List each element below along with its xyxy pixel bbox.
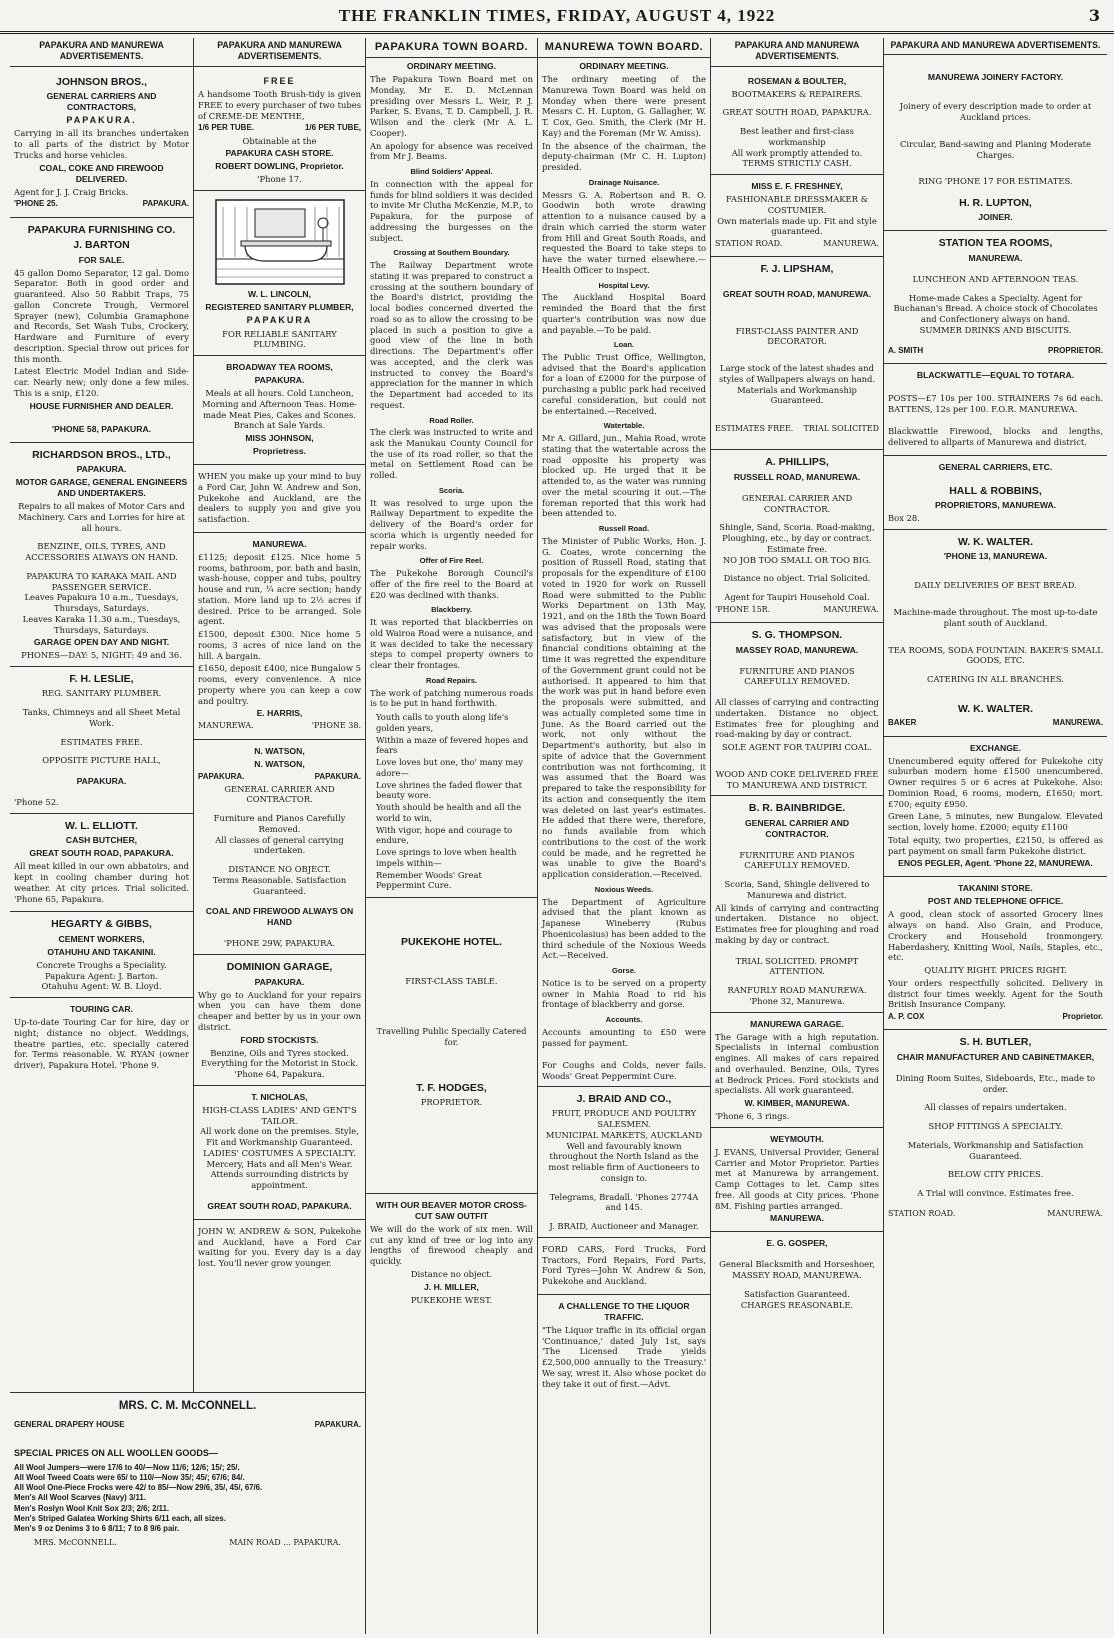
- ad-title: A CHALLENGE TO THE LIQUOR TRAFFIC.: [558, 1300, 690, 1322]
- ad-title: MISS E. F. FRESHNEY,: [751, 181, 843, 191]
- ad-general-carriers: GENERAL CARRIERS, ETC. HALL & ROBBINS, PROPRIETORS, MANUREWA. Box 28.: [884, 456, 1107, 530]
- ad-beaver-saw: WITH OUR BEAVER MOTOR CROSS-CUT SAW OUTFIT We will do the work of six men. Will cut any kind of tree or log into any lengths of firewood cheaply and quickly. Distance no object. J. H. MILLER, PUKEKOHE WEST.: [370, 1199, 533, 1305]
- ad-title: WITH OUR BEAVER MOTOR CROSS-CUT SAW OUTFIT: [375, 1199, 528, 1221]
- ad-butler: S. H. BUTLER, CHAIR MANUFACTURER AND CABINETMAKER, Dining Room Suites, Sideboards, Etc., made to order. All classes of repairs undertaken. SHOP FITTINGS A SPECIALTY. Materials, Workmanship and Satisfaction Guaranteed. BELOW CITY PRICES. A Trial will convince. Estimates free. STATION ROAD. MANUREWA.: [888, 1036, 1103, 1218]
- column-header: MANUREWA TOWN BOARD.: [538, 38, 710, 58]
- ad-title: DOMINION GARAGE,: [226, 961, 333, 974]
- ad-gosper: E. G. GOSPER, General Blacksmith and Horseshoer, MASSEY ROAD, MANUREWA. Satisfaction Guaranteed. CHARGES REASONABLE.: [711, 1232, 883, 1315]
- section-heading: Road Roller.: [429, 415, 474, 425]
- ad-nicholas-tailor: T. NICHOLAS, HIGH-CLASS LADIES' AND GENT'S TAILOR. All work done on the premises. Style, Fit and Workmanship Guaranteed. LADIES' COSTUMES A SPECIALTY. Mercery, Hats and all Men's Wear. Attends surrounding districts by appointment. GREAT SOUTH ROAD, PAPAKURA.: [194, 1086, 365, 1220]
- column-header: PAPAKURA AND MANUREWA ADVERTISEMENTS.: [194, 38, 365, 67]
- column-header: PAPAKURA TOWN BOARD.: [366, 38, 537, 58]
- ad-title: RICHARDSON BROS., LTD.,: [32, 448, 171, 461]
- ad-title: W. L. ELLIOTT.: [65, 819, 138, 832]
- ad-title: EXCHANGE.: [969, 742, 1022, 753]
- ad-title: BROADWAY TEA ROOMS,: [226, 362, 333, 373]
- ad-title: HEGARTY & GIBBS,: [51, 918, 152, 931]
- price-list: [14, 1463, 361, 1534]
- ad-watson: N. WATSON, N. WATSON, PAPAKURA. PAPAKURA. GENERAL CARRIER AND CONTRACTOR. Furniture and Pianos Carefully Removed. All classes of general carrying undertaken. DISTANCE NO OBJECT. Terms Reasonable. Satisfaction Guaranteed. COAL AND FIREWOOD ALWAYS ON HAND 'PHONE 29W, PAPAKURA.: [194, 740, 365, 956]
- ad-title: F. J. LIPSHAM,: [760, 263, 834, 276]
- ad-manurewa-garage: MANUREWA GARAGE. The Garage with a high reputation. Specialists in internal combustion engines. All makes of cars repaired and overhauled. Benzine, Oils, Tyres at Bedrock Prices. Ford stockists and specialists. All work guaranteed. W. KIMBER, MANUREWA. 'Phone 6, 3 rings.: [711, 1013, 883, 1128]
- ad-pukekohe-hotel: PUKEKOHE HOTEL. FIRST-CLASS TABLE. Travelling Public Specially Catered for. T. F. HODGES, PROPRIETOR.: [366, 898, 537, 1194]
- ad-title: J. BRAID AND CO.,: [576, 1092, 672, 1105]
- ad-free-tooth-brush: FREE A handsome Tooth Brush-tidy is given FREE to every purchaser of two tubes of CREME-DE MENTHE, 1/6 PER TUBE. 1/6 PER TUBE, Obtainable at the PAPAKURA CASH STORE. ROBERT DOWLING, Proprietor. 'Phone 17.: [194, 70, 365, 192]
- ad-andrew-son: JOHN W. ANDREW & SON, Pukekohe and Auckland, have a Ford Car waiting for you. Every day is a day lost. You'll never grow younger.: [198, 1225, 361, 1269]
- ad-title: S. G. THOMPSON.: [751, 629, 843, 642]
- ad-richardson-bros: RICHARDSON BROS., LTD., PAPAKURA. MOTOR GARAGE, GENERAL ENGINEERS AND UNDERTAKERS. Repairs to all makes of Motor Cars and Machinery. Cars and Lorries for hire at all hours. BENZINE, OILS, TYRES, AND ACCESSORIES ALWAYS ON HAND. PAPAKURA TO KARAKA MAIL AND PASSENGER SERVICE. Leaves Papakura 10 a.m., Tuesdays, Thursdays, Saturdays. Leaves Karaka 11.30 a.m., Tuesdays, Thursdays, Saturdays. GARAGE OPEN DAY AND NIGHT. PHONES—DAY: 5, NIGHT: 49 and 36.: [10, 443, 193, 667]
- section-heading: Russell Road.: [598, 524, 650, 534]
- ad-title: MRS. C. M. McCONNELL.: [118, 1400, 257, 1412]
- ad-title: MANUREWA JOINERY FACTORY.: [927, 72, 1064, 83]
- section-heading: Noxious Weeds.: [594, 884, 654, 894]
- ad-title: MANUREWA.: [252, 538, 307, 549]
- ad-manurewa-property: MANUREWA. £1125; deposit £125. Nice home 5 rooms, bathroom, por. bath and basin, wash-house, copper and tubs, poultry house and run, ¼ acre section; handy station. More land up to 2½ acres if desired. Price to be arranged. Sole agent. £1500, deposit £300. Nice home 5 rooms, 3 acres of nice land on the hill. A bargain. £1650, deposit £400, nice Bungalow 5 rooms, every convenience. A nice property where you can keep a cow and poultry. E. HARRIS, MANUREWA. 'PHONE 38.: [194, 533, 365, 740]
- ad-elliott: W. L. ELLIOTT. CASH BUTCHER, GREAT SOUTH ROAD, PAPAKURA. All meat killed in our own abbatoirs, and kept in cooling chamber during hot weather. At city prices. Trial solicited. 'Phone 65, Papakura.: [10, 814, 193, 912]
- ad-liquor-challenge: A CHALLENGE TO THE LIQUOR TRAFFIC. "The Liquor traffic in its official organ 'Continuance,' dated July 1st, says 'The Licensed Trade yields £2,500,000 annually to the Treasury.' We say, wrest it. Also whose pocket do they take it out of first.—Advt.: [542, 1300, 706, 1389]
- ad-lincoln-plumber: W. L. LINCOLN, REGISTERED SANITARY PLUMBER, PAPAKURA FOR RELIABLE SANITARY PLUMBING.: [194, 191, 365, 356]
- ad-station-tea-rooms: STATION TEA ROOMS, MANUREWA. LUNCHEON AND AFTERNOON TEAS. Home-made Cakes a Specialty. Agent for Buchanan's Bread. A choice stock of Chocolates and Confectionery always on hand. SUMMER DRINKS AND BISCUITS. A. SMITH PROPRIETOR.: [884, 231, 1107, 363]
- column-6: [883, 38, 1107, 1634]
- ad-title: ROSEMAN & BOULTER,: [747, 75, 847, 86]
- ad-title: W. L. LINCOLN,: [247, 289, 311, 299]
- section-heading: Drainage Nuisance.: [588, 177, 660, 187]
- page-number: 3: [1088, 6, 1100, 25]
- ad-title: GENERAL CARRIERS, ETC.: [938, 461, 1053, 472]
- ad-touring-car: TOURING CAR. Up-to-date Touring Car for hire, day or night; distance no object. Weddings, theatre parties, etc. specially catered for. Terms reasonable. W. RYAN (owner driver), Papakura Hotel. 'Phone 9.: [14, 1004, 189, 1071]
- column-5: [710, 38, 883, 1634]
- ad-ford-car: WHEN you make up your mind to buy a Ford Car, John W. Andrew and Son, Pukekohe and Auckland, are the dealers to supply you and give you satisfaction.: [194, 465, 365, 533]
- section-heading: Road Repairs.: [425, 675, 478, 685]
- ad-title: PUKEKOHE HOTEL.: [401, 936, 502, 949]
- ad-leslie: F. H. LESLIE, REG. SANITARY PLUMBER. Tanks, Chimneys and all Sheet Metal Work. ESTIMATES FREE. OPPOSITE PICTURE HALL, PAPAKURA. 'Phone 52.: [10, 667, 193, 814]
- article-subhead: ORDINARY MEETING.: [579, 61, 669, 72]
- list-item: Men's Striped Galatea Working Shirts 6/11 each, all sizes.: [14, 1513, 226, 1523]
- ad-ford-cars: FORD CARS, Ford Trucks, Ford Tractors, Ford Repairs, Ford Parts, Ford Tyres—John W. Andrew & Son, Pukekohe and Auckland.: [538, 1238, 710, 1295]
- ad-furnishing-co: PAPAKURA FURNISHING CO. J. BARTON FOR SALE. 45 gallon Domo Separator, 12 gal. Domo Separator. Both in good order and guaranteed. Also 50 Rabbit Traps, 75 gallon Concrete Trough, Vermorel Sprayer (new), Columbia Gramaphone and Records, Set Wash Tubs, Crockery, Hardware and Furniture of every description. Special throw out prices for this month. Latest Electric Model Indian and Side-car. Nearly new; only done a few miles. This is a snip, £120. HOUSE FURNISHER AND DEALER. 'PHONE 58, PAPAKURA.: [10, 218, 193, 443]
- ad-title: WEYMOUTH.: [770, 1133, 824, 1144]
- list-item: Men's 9 oz Denims 3 to 6 8/11; 7 to 8 9/6 pair.: [14, 1523, 180, 1533]
- section-heading: Scoria.: [438, 485, 465, 495]
- column-header: PAPAKURA AND MANUREWA ADVERTISEMENTS.: [711, 38, 883, 67]
- ad-title: JOHNSON BROS.,: [55, 75, 147, 88]
- section-heading: Accounts.: [605, 1015, 643, 1025]
- ad-takanini-store: TAKANINI STORE. POST AND TELEPHONE OFFICE. A good, clean stock of assorted Grocery lines always on hand. Also Grain, and Produce, Crockery and Household Ironmongery. Haberdashery, Knitting Wool, Nails, Staples, etc., etc. QUALITY RIGHT. PRICES RIGHT. Your orders respectfully solicited. Delivery in district four times weekly. Agent for the South British Insurance Company. A. P. COX Proprietor.: [884, 877, 1107, 1030]
- list-item: Men's Roslyn Wool Knit Sox 2/3; 2/6; 2/11.: [14, 1503, 170, 1513]
- ad-freshney: MISS E. F. FRESHNEY, FASHIONABLE DRESSMAKER & COSTUMIER. Own materials made up. Fit and style guaranteed. STATION ROAD. MANUREWA.: [711, 175, 883, 257]
- ad-title: PAPAKURA FURNISHING CO.: [27, 223, 176, 236]
- ad-walter-bakery: W. K. WALTER. 'PHONE 13, MANUREWA. DAILY DELIVERIES OF BEST BREAD. Machine-made throughout. The most up-to-date plant south of Auckland. TEA ROOMS, SODA FOUNTAIN. BAKER'S SMALL GOODS, ETC. CATERING IN ALL BRANCHES. W. K. WALTER. BAKER MANUREWA.: [884, 530, 1107, 737]
- ad-title: STATION TEA ROOMS,: [938, 237, 1053, 250]
- section-heading: Crossing at Southern Boundary.: [393, 248, 510, 258]
- article-subhead: ORDINARY MEETING.: [406, 61, 497, 72]
- ad-title: MANUREWA GARAGE.: [750, 1018, 844, 1029]
- section-heading: Gorse.: [611, 966, 637, 976]
- ad-braid-co: J. BRAID AND CO., FRUIT, PRODUCE AND POULTRY SALESMEN. MUNICIPAL MARKETS, AUCKLAND Well and favourably known throughout the North Island as the most reliable firm of Auctioneers to consign to. Telegrams, Bradall. 'Phones 2774A and 145. J. BRAID, Auctioneer and Manager.: [538, 1087, 710, 1238]
- ad-title: B. R. BAINBRIDGE.: [748, 802, 846, 815]
- list-item: All Wool Jumpers—were 17/6 to 40/—Now 11/6; 12/6; 15/; 25/.: [14, 1463, 240, 1473]
- section-heading: Offer of Fire Reel.: [419, 556, 484, 566]
- ad-johnson-bros: JOHNSON BROS., GENERAL CARRIERS AND CONTRACTORS, PAPAKURA. Carrying in all its branches undertaken to all parts of the district by Motor Trucks and horse vehicles. COAL, COKE AND FIREWOOD DELIVERED. Agent for J. J. Craig Bricks. 'PHONE 25. PAPAKURA.: [10, 70, 193, 218]
- column-3: PAPAKURA TOWN BOARD. ORDINARY MEETING. The Papakura Town Board met on Monday, Mr E. D. McLennan presiding over Messrs L. Weir, P. J. Parker, S. Evans, T. D. Campbell, J. R. Wilson and the clerk (Mr A. L. Cooper). An apology for absence was received from Mr J. Beams. Blind Soldiers' Appeal. In connection with the appeal for funds for blind soldiers it was decided to invite Mr Clutha McKenzie, M.P., to Papakura, for the purpose of addressing the burgesses on the subject. Crossing at Southern Boundary. The Railway Department wrote stating it was prepared to construct a crossing at the southern boundary of the Board's district, providing the local bodies concerned diverted the road so as to allow the crossing to be placed in such a position to give a good view of the line in both directions. The Department's offer was accepted, and the clerk was instructed to convey the Board's appreciation for the manner in which the Department had acceded to its request. Road Roller. The clerk was instructed to write and ask the Manukau County Council for the use of its road roller, so that the metal on Settlement Road can be rolled. Scoria. It was resolved to urge upon the Railway Department to expedite the delivery of the Board's order for scoria which is urgently needed for repair works. Offer of Fire Reel. The Pukekohe Borough Council's offer of the fire reel to the Board at £20 was declined with thanks. Blackberry. It was reported that blackberries on old Wairoa Road were a nuisance, and it was decided to take the necessary steps to compel property owners to clear their frontages. Road Repairs. The work of patching numerous roads is to be put in hand forthwith. Youth calls to youth along life's golden years, Within a maze of fevered hopes and fears Love loves but one, tho' many may adore— Love shrines the faded flower that beauty wore. Youth should be health and all the world to win, With vigor, hope and courage to endure, Love springs to love when health impels within— Remember Woods' Great Peppermint Cure. PUKEKOHE HOTEL. FIRST-CLASS TABLE. Travelling Public Specially Catered for. T. F. HODGES, PROPRIETOR. WITH OUR BEAVER MOTOR CROSS-CUT SAW OUTFIT We will do the work of six men. Will cut any kind of tree or log into any lengths of firewood cheaply and quickly. Distance no object. J. H. MILLER, PUKEKOHE WEST.: [365, 38, 537, 1634]
- ad-title: N. WATSON,: [254, 745, 305, 756]
- ad-title: FREE: [263, 75, 296, 86]
- section-heading: Blackberry.: [431, 605, 472, 615]
- newspaper-title: THE FRANKLIN TIMES, FRIDAY, AUGUST 4, 1922: [338, 6, 776, 25]
- masthead: [0, 0, 1114, 34]
- poem: Youth calls to youth along life's golden years, Within a maze of fevered hopes and fears Love loves but one, tho' many may adore— Love shrines the faded flower that beauty wore. Youth should be health and all the world to win, With vigor, hope and courage to endure, Love springs to love when health impels within— Remember Woods' Great Peppermint Cure.: [376, 712, 529, 891]
- section-heading: Blind Soldiers' Appeal.: [410, 167, 493, 177]
- section-heading: Hospital Levy.: [598, 280, 650, 290]
- column-header: PAPAKURA AND MANUREWA ADVERTISEMENTS.: [10, 38, 193, 67]
- ad-title: S. H. BUTLER,: [959, 1036, 1032, 1049]
- ad-title: T. NICHOLAS,: [251, 1091, 308, 1102]
- column-4: MANUREWA TOWN BOARD. ORDINARY MEETING. The ordinary meeting of the Manurewa Town Board was held on Monday when there were present Messrs C. H. Lupton, G. Gallagher, W. T. Cox, Geo. Smith, the Clerk (Mr H. Kay) and the Foreman (Mr W. Amiss). In the absence of the chairman, the deputy-chairman (Mr C. H. Lupton) presided. Drainage Nuisance. Messrs G. A. Robertson and R. O. Goodwin both wrote drawing attention to a nuisance caused by a drain which carried the storm water from Hill and Great South Roads, and requested the Board to take steps to have the water turned elsewhere.—Health Officer to inspect. Hospital Levy. The Auckland Hospital Board reminded the Board that the first quarter's contribution was now due and payable.—To be paid. Loan. The Public Trust Office, Wellington, advised that the Board's application for a loan of £2000 for the purpose of purchasing a public park had received careful consideration, but could not be entertained.—Received. Watertable. Mr A. Gillard, jun., Mahia Road, wrote stating that the watertable across the road opposite his property was blocked up. He urged that it be attended to, as the water was running over the metal scouring it out.—The foreman reported that this work had been attended to. Russell Road. The Minister of Public Works, Hon. J. G. Coates, wrote concerning the position of Russell Road, stating that proposals for the expenditure of £100 voted in 1920 for work on Russell Road were submitted to the Public Works Department on 13th May, 1921, and on the 18th the Town Board was advised that the proposals were satisfactory, but in view of the financial conditions obtaining at the time it was regretted the expenditure of the Government grant could not be authorised. It appeared to him that the work was put in hand before even the proposals were submitted, and was actually completed some time in June. As the Board carried out the work, not only without the Department's authority, but also in spite of advice that the Government contribution was not forthcoming, it was assumed that the Board was prepared to take the responsibility for its action and consequently the item was deleted on last year's estimates. He added that there were, therefore, no funds available from which contributions to the cost of the work could be made, and he regretted he was unable to give the Board's application consideration.—Received. Noxious Weeds. The Department of Agriculture advised that the plant known as Japanese Wineberry (Rubus Phoenicolasius) has been added to the third schedule of the Noxious Weeds Act.—Received. Gorse. Notice is to be served on a property owner in Mahia Road to rid his frontage of blackberry and gorse. Accounts. Accounts amounting to £50 were passed for payment. For Coughs and Colds, never fails. Woods' Great Peppermint Cure. J. BRAID AND CO., FRUIT, PRODUCE AND POULTRY SALESMEN. MUNICIPAL MARKETS, AUCKLAND Well and favourably known throughout the North Island as the most reliable firm of Auctioneers to consign to. Telegrams, Bradall. 'Phones 2774A and 145. J. BRAID, Auctioneer and Manager. FORD CARS, Ford Trucks, Ford Tractors, Ford Repairs, Ford Parts, Ford Tyres—John W. Andrew & Son, Pukekohe and Auckland. A CHALLENGE TO THE LIQUOR TRAFFIC. "The Liquor traffic in its official organ 'Continuance,' dated July 1st, says 'The Licensed Trade yields £2,500,000 annually to the Treasury.' We say, wrest it. Also whose pocket do they take it out of first.—Advt.: [537, 38, 710, 1634]
- section-heading: Watertable.: [603, 421, 645, 431]
- ad-phillips: A. PHILLIPS, RUSSELL ROAD, MANUREWA. GENERAL CARRIER AND CONTRACTOR. Shingle, Sand, Scoria. Road-making, Ploughing, etc., by day or contract. Estimate free. NO JOB TOO SMALL OR TOO BIG. Distance no object. Trial Solicited. Agent for Taupiri Household Coal. 'PHONE 15R. MANUREWA.: [711, 450, 883, 623]
- ad-title: BLACKWATTLE—EQUAL TO TOTARA.: [916, 369, 1075, 380]
- ad-weymouth: WEYMOUTH. J. EVANS, Universal Provider, General Carrier and Motor Proprietor. Parties met at Manurewa by arrangement. Camp Cottages to let. Camp sites free. All goods at City prices. 'Phone 8M. Fishing parties arranged. MANUREWA.: [711, 1128, 883, 1233]
- ad-title: F. H. LESLIE,: [69, 673, 134, 685]
- ad-title: E. G. GOSPER,: [766, 1238, 828, 1249]
- ad-title: TOURING CAR.: [70, 1004, 133, 1015]
- ad-mcconnell-drapery: MRS. C. M. McCONNELL. GENERAL DRAPERY HOUSE PAPAKURA. SPECIAL PRICES ON ALL WOOLLEN GOODS— All Wool Jumpers—were 17/6 to 40/—Now 11/6; 12/6; 15/; 25/. All Wool Tweed Coats were 65/ to 110/—Now 35/; 45/; 67/6; 84/. All Wool One-Piece Frocks were 42/ to 85/—Now 29/6, 35/, 45/, 67/6. Men's All Wool Scarves (Navy) 3/11. Men's Roslyn Wool Knit Sox 2/3; 2/6; 2/11. Men's Striped Galatea Working Shirts 6/11 each, all sizes. Men's 9 oz Denims 3 to 6 8/11; 7 to 8 9/6 pair. MRS. McCONNELL. MAIN ROAD ... PAPAKURA.: [10, 1392, 365, 1634]
- ad-bainbridge: B. R. BAINBRIDGE. GENERAL CARRIER AND CONTRACTOR. FURNITURE AND PIANOS CAREFULLY REMOVED. Scoria, Sand, Shingle delivered to Manurewa and district. All kinds of carrying and contracting undertaken. Distance no object. Estimates free for ploughing and road making by day or contract. TRIAL SOLICITED. PROMPT ATTENTION. RANFURLY ROAD MANUREWA. 'Phone 32, Manurewa.: [711, 796, 883, 1012]
- ad-dominion-garage: DOMINION GARAGE, PAPAKURA. Why go to Auckland for your repairs when you can have them done cheaper and better by us in your own district. FORD STOCKISTS. Benzine, Oils and Tyres stocked. Everything for the Motorist in Stock. 'Phone 64, Papakura.: [194, 955, 365, 1086]
- ad-broadway-tea-rooms: BROADWAY TEA ROOMS, PAPAKURA. Meals at all hours. Cold Luncheon, Morning and Afternoon Teas. Home-made Meat Pies, Cakes and Scones. Branch at Sale Yards. MISS JOHNSON, Proprietress.: [194, 356, 365, 465]
- ad-hegarty-gibbs: HEGARTY & GIBBS, CEMENT WORKERS, OTAHUHU AND TAKANINI. Concrete Troughs a Speciality. Papakura Agent: J. Barton. Otahuhu Agent: W. B. Lloyd.: [10, 912, 193, 998]
- ad-title: TAKANINI STORE.: [958, 883, 1033, 894]
- ad-exchange: EXCHANGE. Unencumbered equity offered for Pukekohe city suburban modern home £1500 unencumbered. Owner requires 5 or 6 acres at Pukekohe. Also: Dominion Road, 6 rooms, modern, £1650; mort. £700; equity £950. Green Lane, 5 minutes, new Bungalow. Elevated section, lovely home. £2000; equity £1100 Total equity, two properties, £2150, is offered as part payment on small farm Pukekohe district. ENOS PEGLER, Agent. 'Phone 22, MANUREWA.: [884, 737, 1107, 878]
- ad-joinery-factory: MANUREWA JOINERY FACTORY. Joinery of every description made to order at Auckland prices. Circular, Band-sawing and Planing Moderate Charges. RING 'PHONE 17 FOR ESTIMATES. H. R. LUPTON, JOINER.: [884, 58, 1107, 231]
- ad-title: W. K. WALTER.: [957, 536, 1034, 549]
- ad-lipsham: F. J. LIPSHAM, GREAT SOUTH ROAD, MANUREWA. FIRST-CLASS PAINTER AND DECORATOR. Large stock of the latest shades and styles of Wallpapers always on hand. Materials and Workmanship Guaranteed. ESTIMATES FREE. TRIAL SOLICITED: [711, 257, 883, 450]
- ad-thompson: S. G. THOMPSON. MASSEY ROAD, MANUREWA. FURNITURE AND PIANOS CAREFULLY REMOVED. All classes of carrying and contracting undertaken. Distance no object. Estimates free for ploughing and road-making by day or contract. SOLE AGENT FOR TAUPIRI COAL. WOOD AND COKE DELIVERED FREE TO MANUREWA AND DISTRICT.: [711, 623, 883, 796]
- section-heading: Loan.: [613, 340, 635, 350]
- ad-roseman-boulter: ROSEMAN & BOULTER, BOOTMAKERS & REPAIRERS. GREAT SOUTH ROAD, PAPAKURA. Best leather and first-class workmanship All work promptly attended to. TERMS STRICTLY CASH.: [711, 70, 883, 176]
- list-item: All Wool One-Piece Frocks were 42/ to 85/—Now 29/6, 35/, 45/, 67/6.: [14, 1483, 263, 1493]
- list-item: Men's All Wool Scarves (Navy) 3/11.: [14, 1493, 146, 1503]
- ad-blackwattle: BLACKWATTLE—EQUAL TO TOTARA. POSTS—£7 10s per 100. STRAINERS 7s 6d each. BATTENS, 12s per 100. F.O.R. MANUREWA. Blackwattle Firewood, blocks and lengths, delivered to allparts of Manurewa and district.: [884, 364, 1107, 456]
- ad-title: A. PHILLIPS,: [765, 456, 829, 469]
- list-item: All Wool Tweed Coats were 65/ to 110/—Now 35/; 45/; 67/6; 84/.: [14, 1473, 245, 1483]
- bathroom-illustration: [215, 199, 345, 285]
- column-header: PAPAKURA AND MANUREWA ADVERTISEMENTS.: [884, 38, 1107, 55]
